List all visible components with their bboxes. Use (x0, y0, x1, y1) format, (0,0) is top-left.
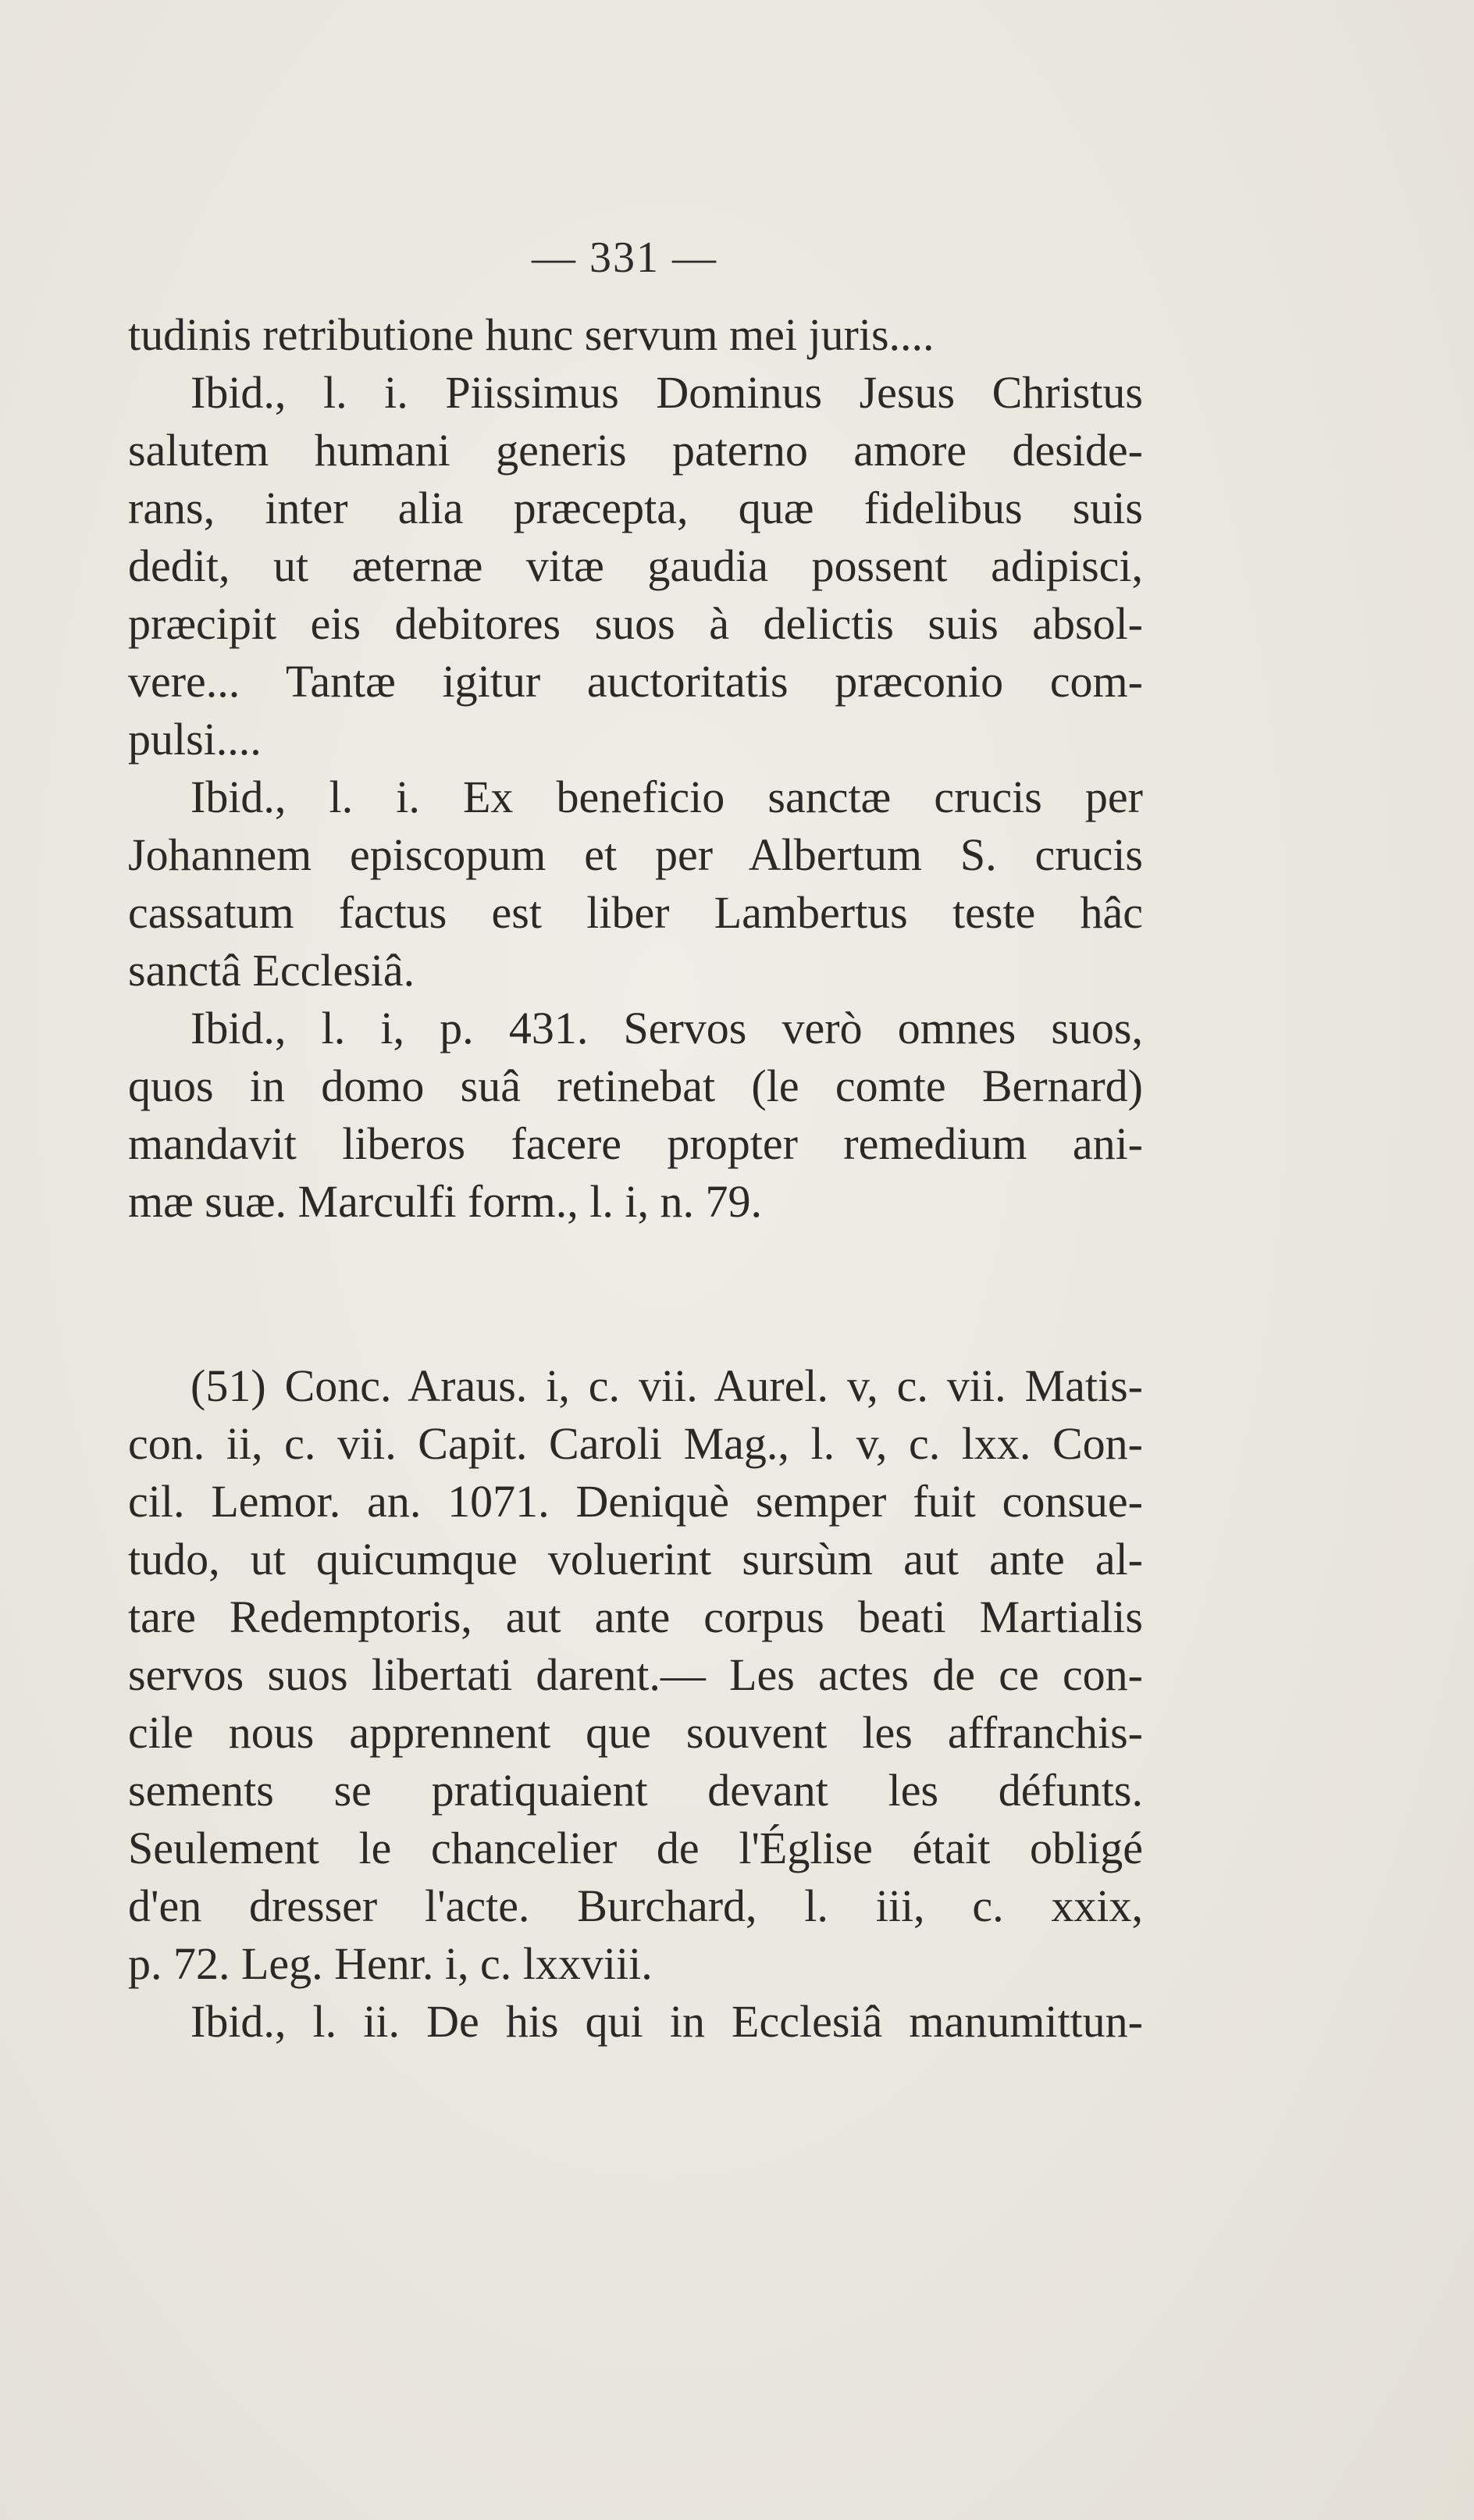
text-line: Ibid., l. i. Ex beneficio sanctæ crucis per (190, 772, 1143, 822)
text-line: tudinis retributione hunc servum mei juris.... (128, 309, 935, 360)
text-line: cil. Lemor. an. 1071. Deniquè semper fuit consue- (128, 1476, 1143, 1527)
text-line: dedit, ut æternæ vitæ gaudia possent adipisci, (128, 540, 1143, 591)
text-line: Ibid., l. i, p. 431. Servos verò omnes suos, (190, 1003, 1143, 1053)
text-line: pulsi.... (128, 714, 262, 765)
main-text-block (128, 306, 1143, 1231)
text-line: d'en dresser l'acte. Burchard, l. iii, c. xxix, (128, 1880, 1143, 1931)
text-line: tudo, ut quicumque voluerint sursùm aut ante al- (128, 1534, 1143, 1584)
text-line: servos suos libertati darent.— Les actes de ce con- (128, 1649, 1143, 1700)
text-line: cile nous apprennent que souvent les affranchis- (128, 1707, 1143, 1758)
text-line: vere... Tantæ igitur auctoritatis præconio com- (128, 656, 1143, 707)
text-line: cassatum factus est liber Lambertus teste hâc (128, 887, 1143, 938)
page-number: — 331 — (532, 233, 717, 282)
text-line: mandavit liberos facere propter remedium ani- (128, 1118, 1143, 1169)
text-line: mæ suæ. Marculfi form., l. i, n. 79. (128, 1176, 762, 1227)
text-line: Johannem episcopum et per Albertum S. crucis (128, 829, 1143, 880)
text-line: sanctâ Ecclesiâ. (128, 945, 415, 996)
footnote-block (128, 1357, 1143, 2051)
text-line: præcipit eis debitores suos à delictis suis absol- (128, 598, 1143, 649)
text-line: p. 72. Leg. Henr. i, c. lxxviii. (128, 1938, 653, 1989)
text-line: tare Redemptoris, aut ante corpus beati Martialis (128, 1591, 1143, 1642)
text-line: Seulement le chancelier de l'Église était obligé (128, 1823, 1143, 1873)
text-line: con. ii, c. vii. Capit. Caroli Mag., l. v, c. lxx. Con- (128, 1418, 1143, 1469)
text-line: salutem humani generis paterno amore deside- (128, 425, 1143, 476)
text-line: Ibid., l. i. Piissimus Dominus Jesus Christus (190, 367, 1143, 418)
text-line: (51) Conc. Araus. i, c. vii. Aurel. v, c. vii. Matis- (190, 1360, 1143, 1411)
text-line: Ibid., l. ii. De his qui in Ecclesiâ manumittun- (190, 1996, 1143, 2047)
text-line: sements se pratiquaient devant les défunts. (128, 1765, 1143, 1816)
text-line: quos in domo suâ retinebat (le comte Bernard) (128, 1060, 1143, 1111)
text-line: rans, inter alia præcepta, quæ fidelibus suis (128, 483, 1143, 533)
